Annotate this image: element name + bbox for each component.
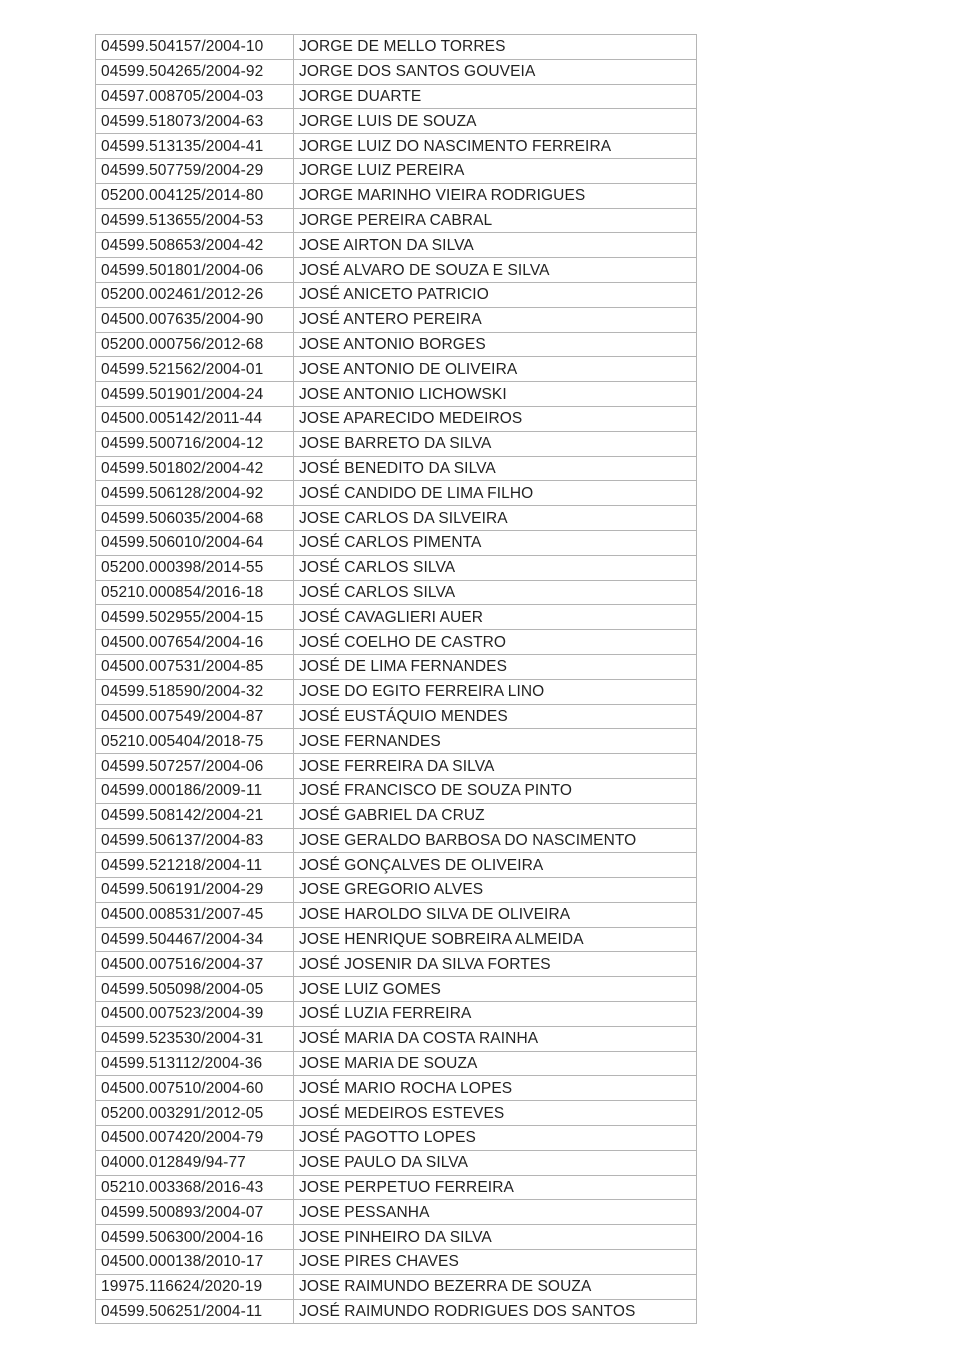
table-row — [96, 654, 697, 679]
person-name-cell: JOSE ANTONIO LICHOWSKI — [294, 382, 697, 407]
process-number-cell: 05210.003368/2016-43 — [96, 1175, 294, 1200]
table-row — [96, 1200, 697, 1225]
table-row — [96, 1051, 697, 1076]
process-number-cell: 04599.506191/2004-29 — [96, 878, 294, 903]
process-number-cell: 04500.007549/2004-87 — [96, 704, 294, 729]
person-name-cell: JOSÉ COELHO DE CASTRO — [294, 630, 697, 655]
person-name-cell: JOSE RAIMUNDO BEZERRA DE SOUZA — [294, 1274, 697, 1299]
person-name-cell: JOSE PESSANHA — [294, 1200, 697, 1225]
table-row — [96, 35, 697, 60]
person-name-cell: JOSE PERPETUO FERREIRA — [294, 1175, 697, 1200]
process-number-cell: 05200.000398/2014-55 — [96, 555, 294, 580]
process-number-cell: 04599.523530/2004-31 — [96, 1026, 294, 1051]
person-name-cell: JORGE LUIS DE SOUZA — [294, 109, 697, 134]
process-number-cell: 19975.116624/2020-19 — [96, 1274, 294, 1299]
process-number-cell: 04599.518073/2004-63 — [96, 109, 294, 134]
process-number-cell: 05200.003291/2012-05 — [96, 1101, 294, 1126]
process-number-cell: 04599.513135/2004-41 — [96, 134, 294, 159]
person-name-cell: JOSÉ CANDIDO DE LIMA FILHO — [294, 481, 697, 506]
process-number-cell: 04599.506137/2004-83 — [96, 828, 294, 853]
records-table-body — [96, 35, 697, 1324]
person-name-cell: JOSÉ ANICETO PATRICIO — [294, 282, 697, 307]
table-row — [96, 754, 697, 779]
person-name-cell: JOSÉ FRANCISCO DE SOUZA PINTO — [294, 778, 697, 803]
person-name-cell: JOSE PIRES CHAVES — [294, 1250, 697, 1275]
process-number-cell: 04599.507759/2004-29 — [96, 158, 294, 183]
person-name-cell: JOSE GREGORIO ALVES — [294, 878, 697, 903]
person-name-cell: JOSÉ MEDEIROS ESTEVES — [294, 1101, 697, 1126]
table-row — [96, 59, 697, 84]
table-row — [96, 282, 697, 307]
person-name-cell: JOSÉ CARLOS SILVA — [294, 555, 697, 580]
table-row — [96, 778, 697, 803]
process-number-cell: 05210.005404/2018-75 — [96, 729, 294, 754]
table-row — [96, 258, 697, 283]
process-number-cell: 04500.007531/2004-85 — [96, 654, 294, 679]
person-name-cell: JOSE HENRIQUE SOBREIRA ALMEIDA — [294, 927, 697, 952]
person-name-cell: JORGE DUARTE — [294, 84, 697, 109]
table-row — [96, 208, 697, 233]
process-number-cell: 04599.518590/2004-32 — [96, 679, 294, 704]
person-name-cell: JOSE PAULO DA SILVA — [294, 1150, 697, 1175]
table-row — [96, 630, 697, 655]
table-row — [96, 158, 697, 183]
process-number-cell: 04500.007510/2004-60 — [96, 1076, 294, 1101]
person-name-cell: JOSÉ GONÇALVES DE OLIVEIRA — [294, 853, 697, 878]
table-row — [96, 109, 697, 134]
process-number-cell: 04500.007635/2004-90 — [96, 307, 294, 332]
person-name-cell: JOSE BARRETO DA SILVA — [294, 431, 697, 456]
person-name-cell: JOSÉ MARIO ROCHA LOPES — [294, 1076, 697, 1101]
table-row — [96, 431, 697, 456]
table-row — [96, 555, 697, 580]
table-row — [96, 481, 697, 506]
table-row — [96, 902, 697, 927]
table-row — [96, 704, 697, 729]
process-number-cell: 04599.506251/2004-11 — [96, 1299, 294, 1324]
table-row — [96, 952, 697, 977]
process-number-cell: 04599.504467/2004-34 — [96, 927, 294, 952]
person-name-cell: JOSÉ LUZIA FERREIRA — [294, 1002, 697, 1027]
person-name-cell: JORGE MARINHO VIEIRA RODRIGUES — [294, 183, 697, 208]
process-number-cell: 04597.008705/2004-03 — [96, 84, 294, 109]
process-number-cell: 04500.000138/2010-17 — [96, 1250, 294, 1275]
person-name-cell: JOSE PINHEIRO DA SILVA — [294, 1225, 697, 1250]
person-name-cell: JOSE FERNANDES — [294, 729, 697, 754]
person-name-cell: JORGE LUIZ PEREIRA — [294, 158, 697, 183]
person-name-cell: JOSE LUIZ GOMES — [294, 977, 697, 1002]
person-name-cell: JORGE DOS SANTOS GOUVEIA — [294, 59, 697, 84]
person-name-cell: JOSÉ JOSENIR DA SILVA FORTES — [294, 952, 697, 977]
table-row — [96, 456, 697, 481]
table-row — [96, 382, 697, 407]
process-number-cell: 04599.500893/2004-07 — [96, 1200, 294, 1225]
person-name-cell: JOSE DO EGITO FERREIRA LINO — [294, 679, 697, 704]
process-number-cell: 04599.506010/2004-64 — [96, 530, 294, 555]
table-row — [96, 1175, 697, 1200]
table-row — [96, 134, 697, 159]
table-row — [96, 1076, 697, 1101]
process-number-cell: 05200.004125/2014-80 — [96, 183, 294, 208]
process-number-cell: 04599.501802/2004-42 — [96, 456, 294, 481]
table-row — [96, 1026, 697, 1051]
table-row — [96, 183, 697, 208]
process-number-cell: 04599.506128/2004-92 — [96, 481, 294, 506]
person-name-cell: JOSÉ ANTERO PEREIRA — [294, 307, 697, 332]
process-number-cell: 04599.508142/2004-21 — [96, 803, 294, 828]
process-number-cell: 04500.007516/2004-37 — [96, 952, 294, 977]
person-name-cell: JOSE MARIA DE SOUZA — [294, 1051, 697, 1076]
person-name-cell: JOSÉ CARLOS SILVA — [294, 580, 697, 605]
person-name-cell: JORGE DE MELLO TORRES — [294, 35, 697, 60]
process-number-cell: 04599.506300/2004-16 — [96, 1225, 294, 1250]
person-name-cell: JOSÉ DE LIMA FERNANDES — [294, 654, 697, 679]
table-row — [96, 357, 697, 382]
process-number-cell: 04599.521218/2004-11 — [96, 853, 294, 878]
table-row — [96, 1225, 697, 1250]
person-name-cell: JOSÉ CARLOS PIMENTA — [294, 530, 697, 555]
process-number-cell: 04599.501901/2004-24 — [96, 382, 294, 407]
person-name-cell: JORGE LUIZ DO NASCIMENTO FERREIRA — [294, 134, 697, 159]
table-row — [96, 406, 697, 431]
person-name-cell: JOSE APARECIDO MEDEIROS — [294, 406, 697, 431]
person-name-cell: JORGE PEREIRA CABRAL — [294, 208, 697, 233]
person-name-cell: JOSÉ PAGOTTO LOPES — [294, 1126, 697, 1151]
person-name-cell: JOSE AIRTON DA SILVA — [294, 233, 697, 258]
process-number-cell: 04500.005142/2011-44 — [96, 406, 294, 431]
table-row — [96, 927, 697, 952]
table-row — [96, 233, 697, 258]
table-row — [96, 1274, 697, 1299]
table-row — [96, 679, 697, 704]
process-number-cell: 04599.513655/2004-53 — [96, 208, 294, 233]
process-number-cell: 04599.000186/2009-11 — [96, 778, 294, 803]
table-row — [96, 580, 697, 605]
table-row — [96, 1150, 697, 1175]
table-row — [96, 332, 697, 357]
person-name-cell: JOSÉ ALVARO DE SOUZA E SILVA — [294, 258, 697, 283]
person-name-cell: JOSE CARLOS DA SILVEIRA — [294, 506, 697, 531]
process-number-cell: 04599.502955/2004-15 — [96, 605, 294, 630]
person-name-cell: JOSÉ GABRIEL DA CRUZ — [294, 803, 697, 828]
table-row — [96, 307, 697, 332]
process-number-cell: 05200.000756/2012-68 — [96, 332, 294, 357]
table-row — [96, 84, 697, 109]
person-name-cell: JOSÉ EUSTÁQUIO MENDES — [294, 704, 697, 729]
process-number-cell: 04500.008531/2007-45 — [96, 902, 294, 927]
process-number-cell: 04500.007654/2004-16 — [96, 630, 294, 655]
process-number-cell: 05210.000854/2016-18 — [96, 580, 294, 605]
process-number-cell: 04599.504265/2004-92 — [96, 59, 294, 84]
person-name-cell: JOSE HAROLDO SILVA DE OLIVEIRA — [294, 902, 697, 927]
person-name-cell: JOSÉ MARIA DA COSTA RAINHA — [294, 1026, 697, 1051]
person-name-cell: JOSE FERREIRA DA SILVA — [294, 754, 697, 779]
records-table — [95, 34, 697, 1324]
person-name-cell: JOSÉ BENEDITO DA SILVA — [294, 456, 697, 481]
person-name-cell: JOSE GERALDO BARBOSA DO NASCIMENTO — [294, 828, 697, 853]
person-name-cell: JOSE ANTONIO BORGES — [294, 332, 697, 357]
process-number-cell: 04599.521562/2004-01 — [96, 357, 294, 382]
process-number-cell: 04599.501801/2004-06 — [96, 258, 294, 283]
table-row — [96, 803, 697, 828]
person-name-cell: JOSÉ RAIMUNDO RODRIGUES DOS SANTOS — [294, 1299, 697, 1324]
process-number-cell: 04599.500716/2004-12 — [96, 431, 294, 456]
table-row — [96, 977, 697, 1002]
table-row — [96, 1250, 697, 1275]
table-row — [96, 506, 697, 531]
process-number-cell: 04500.007523/2004-39 — [96, 1002, 294, 1027]
table-row — [96, 878, 697, 903]
process-number-cell: 04500.007420/2004-79 — [96, 1126, 294, 1151]
table-row — [96, 853, 697, 878]
process-number-cell: 04599.504157/2004-10 — [96, 35, 294, 60]
table-row — [96, 1126, 697, 1151]
table-row — [96, 1002, 697, 1027]
person-name-cell: JOSE ANTONIO DE OLIVEIRA — [294, 357, 697, 382]
table-row — [96, 1101, 697, 1126]
table-row — [96, 605, 697, 630]
process-number-cell: 04599.506035/2004-68 — [96, 506, 294, 531]
table-row — [96, 828, 697, 853]
process-number-cell: 04599.513112/2004-36 — [96, 1051, 294, 1076]
table-row — [96, 729, 697, 754]
process-number-cell: 04000.012849/94-77 — [96, 1150, 294, 1175]
person-name-cell: JOSÉ CAVAGLIERI AUER — [294, 605, 697, 630]
table-row — [96, 530, 697, 555]
process-number-cell: 04599.508653/2004-42 — [96, 233, 294, 258]
process-number-cell: 04599.507257/2004-06 — [96, 754, 294, 779]
process-number-cell: 04599.505098/2004-05 — [96, 977, 294, 1002]
table-row — [96, 1299, 697, 1324]
process-number-cell: 05200.002461/2012-26 — [96, 282, 294, 307]
